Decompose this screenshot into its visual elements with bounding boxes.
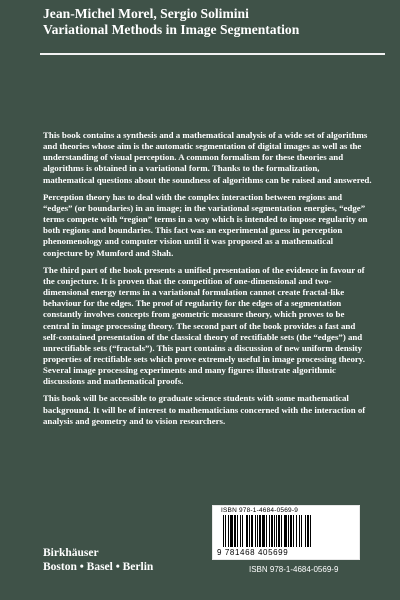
- barcode-isbn-text: ISBN 978-1-4684-0569-9: [221, 507, 299, 514]
- isbn-number: ISBN 978-1-4684-0569-9: [249, 565, 339, 574]
- publisher-name: Birkhäuser: [43, 547, 99, 559]
- blurb-paragraph: The third part of the book presents a unified presentation of the evidence in favour of the conjecture. It is proven that the competition of one-dimensional and two-dimensional energy terms in a variational formulation cannot create fractal-like behaviour for the edges. The proof of regularity for the edges of a segmentation constantly involves concepts from geometric measure theory, which proves to be central in image processing theory. The second part of the book provides a fast and self-contained presentation of the classical theory of rectifiable sets (the “edges”) and unrectifiable sets (“fractals”). This part contains a discussion of new uniform density properties of rectifiable sets which prove extremely useful in image processing theory. Several image processing experiments and many figures illustrate algorithmic discussions and mathematical proofs.: [43, 264, 365, 387]
- barcode-digits: 9 781468 405699: [217, 548, 289, 557]
- cover-header: [43, 6, 383, 37]
- barcode-icon: [219, 515, 353, 548]
- publisher-block: [43, 546, 153, 574]
- blurb-paragraph: This book contains a synthesis and a mathematical analysis of a wide set of algorithms and theories whose aim is the automatic segmentation of digital images as well as the understanding of visual perception. A common formalism for these theories and algorithms is obtained in a variational form. Thanks to the formalization, mathematical questions about the soundness of algorithms can be raised and answered.: [43, 130, 372, 185]
- barcode-label: [212, 505, 360, 560]
- book-title: Variational Methods in Image Segmentation: [43, 21, 300, 37]
- blurb-paragraph: This book will be accessible to graduate science students with some mathematical background. It will be of interest to mathematicians concerned with the interaction of analysis and geometry and to vision researchers.: [43, 393, 366, 426]
- blurb-paragraph: Perception theory has to deal with the complex interaction between regions and “edges” (or boundaries) in an image; in the variational segmentation energies, “edge” terms compete with “region” terms in a way which is intended to impose regularity on both regions and boundaries. This fact was an experimental guess in perception phenomenology and computer vision until it was proposed as a mathematical conjecture by Mumford and Shah.: [43, 191, 368, 258]
- publisher-cities: Boston • Basel • Berlin: [43, 561, 154, 573]
- authors: Jean-Michel Morel, Sergio Solimini: [43, 6, 249, 21]
- blurb-text: [43, 130, 373, 433]
- header-divider: [40, 53, 385, 55]
